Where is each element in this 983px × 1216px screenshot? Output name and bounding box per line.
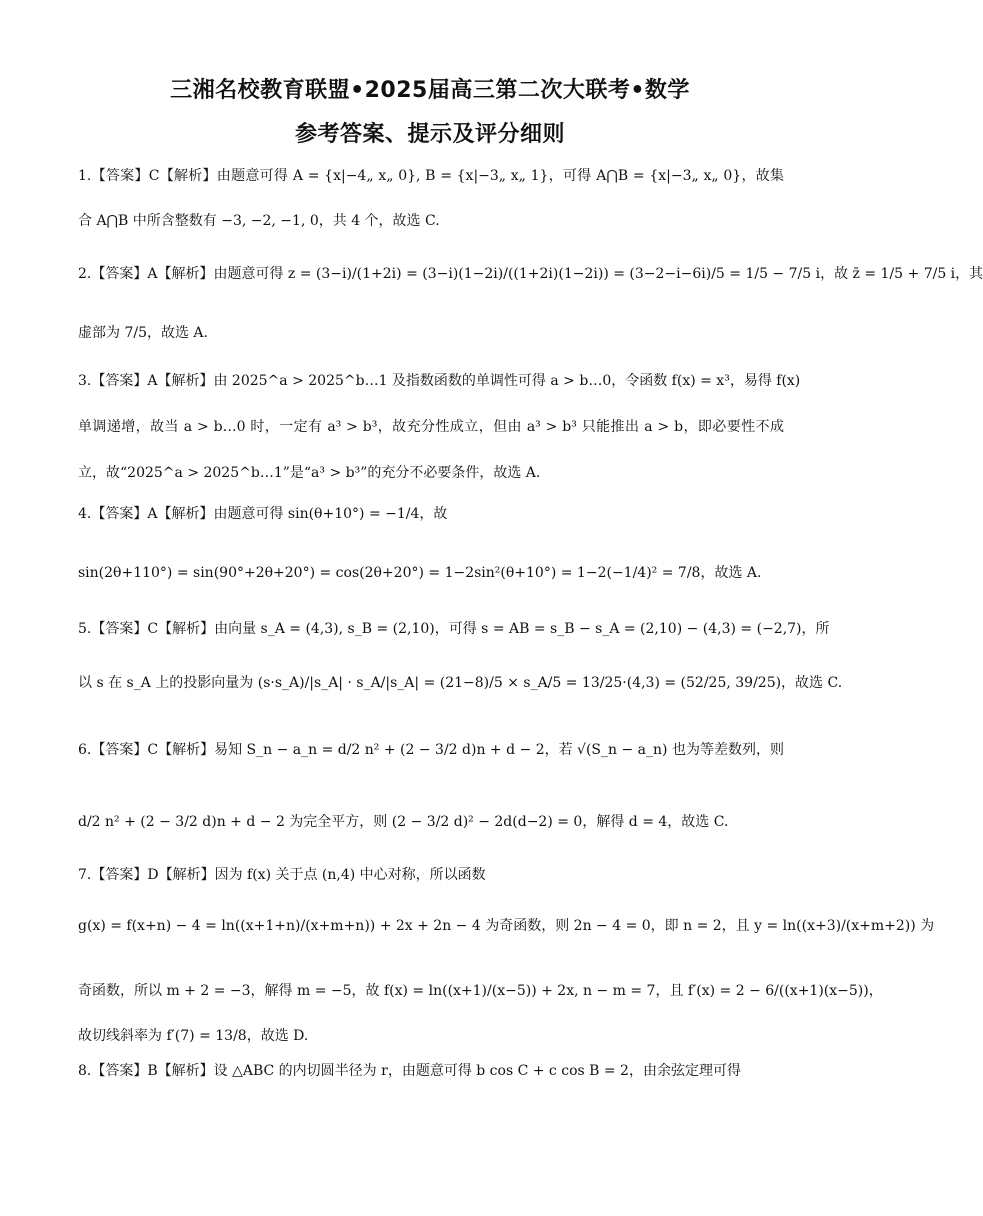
question-3-line-1: 3.【答案】A【解析】由 2025^a > 2025^b…1 及指数函数的单调性可得 a > b…0，令函数 f(x) = x³，易得 f(x) [78, 373, 801, 389]
question-8-line-1: 8.【答案】B【解析】设 △ABC 的内切圆半径为 r，由题意可得 b cos C + c cos B = 2，由余弦定理可得 [78, 1063, 741, 1079]
question-2-line-2: 虚部为 7/5，故选 A. [78, 325, 208, 341]
question-6-line-1: 6.【答案】C【解析】易知 S_n − a_n = d/2 n² + (2 − 3/2 d)n + d − 2，若 √(S_n − a_n) 也为等差数列，则 [78, 742, 784, 758]
question-7-line-2: g(x) = f(x+n) − 4 = ln((x+1+n)/(x+m+n)) + 2x + 2n − 4 为奇函数，则 2n − 4 = 0，即 n = 2，且 y = ln((x+3)/(x+m+2)) 为 [78, 918, 935, 934]
question-7-line-1: 7.【答案】D【解析】因为 f(x) 关于点 (n,4) 中心对称，所以函数 [78, 867, 486, 883]
document-subtitle: 参考答案、提示及评分细则 [294, 122, 565, 147]
question-1-line-2: 合 A⋂B 中所含整数有 −3, −2, −1, 0，共 4 个，故选 C. [78, 213, 440, 229]
question-4-line-1: 4.【答案】A【解析】由题意可得 sin(θ+10°) = −1/4，故 [78, 506, 448, 522]
question-7-line-4: 故切线斜率为 f′(7) = 13/8，故选 D. [78, 1028, 309, 1044]
question-6-line-2: d/2 n² + (2 − 3/2 d)n + d − 2 为完全平方，则 (2 − 3/2 d)² − 2d(d−2) = 0，解得 d = 4，故选 C. [78, 814, 729, 830]
question-5-line-1: 5.【答案】C【解析】由向量 s_A = (4,3), s_B = (2,10)，可得 s = AB = s_B − s_A = (2,10) − (4,3) = (−2,7)，所 [78, 621, 830, 637]
question-2-line-1: 2.【答案】A【解析】由题意可得 z = (3−i)/(1+2i) = (3−i)(1−2i)/((1+2i)(1−2i)) = (3−2−i−6i)/5 = 1/5 − 7/5 i，故 z̄ = 1/5 + 7/5 i，其 [78, 266, 983, 282]
question-3-line-2: 单调递增，故当 a > b…0 时，一定有 a³ > b³，故充分性成立，但由 a³ > b³ 只能推出 a > b，即必要性不成 [78, 419, 784, 435]
question-1-line-1: 1.【答案】C【解析】由题意可得 A = {x|−4„ x„ 0}, B = {x|−3„ x„ 1}，可得 A⋂B = {x|−3„ x„ 0}，故集 [78, 168, 784, 184]
question-4-line-2: sin(2θ+110°) = sin(90°+2θ+20°) = cos(2θ+20°) = 1−2sin²(θ+10°) = 1−2(−1/4)² = 7/8，故选 A. [78, 565, 762, 581]
document-title: 三湘名校教育联盟•2025届高三第二次大联考•数学 [170, 78, 690, 103]
question-3-line-3: 立，故“2025^a > 2025^b…1”是“a³ > b³”的充分不必要条件，故选 A. [78, 465, 541, 481]
question-5-line-2: 以 s 在 s_A 上的投影向量为 (s·s_A)/|s_A| · s_A/|s_A| = (21−8)/5 × s_A/5 = 13/25·(4,3) = (52/25, 39/25)，故选 C. [78, 675, 843, 691]
question-7-line-3: 奇函数，所以 m + 2 = −3，解得 m = −5，故 f(x) = ln((x+1)/(x−5)) + 2x, n − m = 7，且 f′(x) = 2 − 6/((x+1)(x−5))， [78, 983, 883, 999]
